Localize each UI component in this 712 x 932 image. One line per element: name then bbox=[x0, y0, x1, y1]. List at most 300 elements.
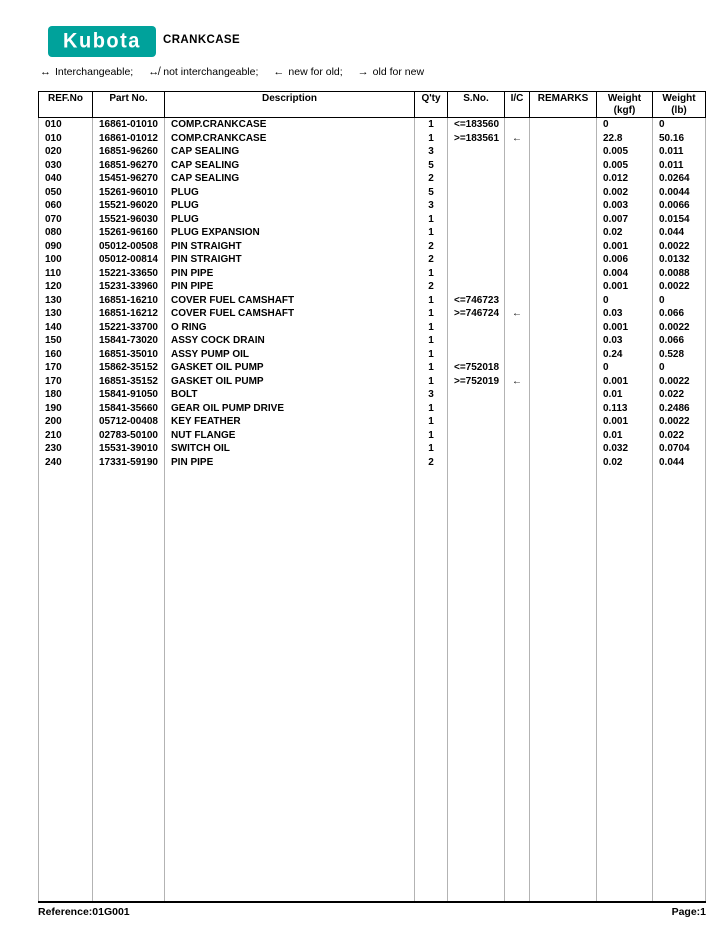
remarks-cell bbox=[530, 145, 597, 159]
part-no-cell: 05012-00508 bbox=[93, 240, 165, 254]
qty-cell: 2 bbox=[415, 253, 448, 267]
column-header-sno: S.No. bbox=[448, 92, 505, 117]
weight-lb-cell: 0.0154 bbox=[653, 213, 706, 227]
ref-no-cell: 110 bbox=[38, 267, 93, 281]
remarks-cell bbox=[530, 267, 597, 281]
sno-cell bbox=[448, 442, 505, 456]
qty-cell: 1 bbox=[415, 307, 448, 321]
ref-no-cell: 120 bbox=[38, 280, 93, 294]
ic-cell bbox=[505, 361, 530, 375]
ic-cell bbox=[505, 429, 530, 443]
remarks-cell bbox=[530, 280, 597, 294]
weight-kgf-cell: 0.02 bbox=[597, 226, 653, 240]
remarks-cell bbox=[530, 294, 597, 308]
weight-lb-cell: 0.0264 bbox=[653, 172, 706, 186]
ref-no-cell: 200 bbox=[38, 415, 93, 429]
weight-lb-cell: 0.044 bbox=[653, 226, 706, 240]
not-interchangeable-arrow-icon: ↮ bbox=[148, 66, 160, 78]
table-row bbox=[38, 132, 706, 146]
column-header-description: Description bbox=[165, 92, 415, 117]
table-row bbox=[38, 253, 706, 267]
remarks-cell bbox=[530, 132, 597, 146]
table-row bbox=[38, 348, 706, 362]
sno-cell: >=752019 bbox=[448, 375, 505, 389]
weight-kgf-cell: 0.02 bbox=[597, 456, 653, 470]
weight-kgf-cell: 0.113 bbox=[597, 402, 653, 416]
remarks-cell bbox=[530, 321, 597, 335]
remarks-cell bbox=[530, 159, 597, 173]
sno-cell: <=746723 bbox=[448, 294, 505, 308]
part-no-cell: 15862-35152 bbox=[93, 361, 165, 375]
weight-kgf-cell: 0.24 bbox=[597, 348, 653, 362]
column-header-ic: I/C bbox=[505, 92, 530, 117]
part-no-cell: 15531-39010 bbox=[93, 442, 165, 456]
qty-cell: 1 bbox=[415, 402, 448, 416]
qty-cell: 5 bbox=[415, 159, 448, 173]
part-no-cell: 15841-35660 bbox=[93, 402, 165, 416]
ref-no-cell: 080 bbox=[38, 226, 93, 240]
weight-kgf-cell: 0.001 bbox=[597, 280, 653, 294]
weight-kgf-cell: 22.8 bbox=[597, 132, 653, 146]
ic-cell bbox=[505, 213, 530, 227]
sno-cell bbox=[448, 172, 505, 186]
description-cell: GEAR OIL PUMP DRIVE bbox=[165, 402, 415, 416]
weight-kgf-cell: 0.001 bbox=[597, 415, 653, 429]
description-cell: SWITCH OIL bbox=[165, 442, 415, 456]
description-cell: PIN PIPE bbox=[165, 280, 415, 294]
sno-cell: >=183561 bbox=[448, 132, 505, 146]
qty-cell: 1 bbox=[415, 442, 448, 456]
legend-item-old-for-new bbox=[358, 66, 424, 78]
remarks-cell bbox=[530, 334, 597, 348]
remarks-cell bbox=[530, 456, 597, 470]
sno-cell: <=752018 bbox=[448, 361, 505, 375]
ic-cell bbox=[505, 253, 530, 267]
ic-cell bbox=[505, 388, 530, 402]
remarks-cell bbox=[530, 442, 597, 456]
sno-cell bbox=[448, 415, 505, 429]
ic-cell bbox=[505, 442, 530, 456]
page-footer bbox=[38, 906, 706, 918]
ref-no-cell: 010 bbox=[38, 132, 93, 146]
sno-cell bbox=[448, 388, 505, 402]
ref-no-cell: 140 bbox=[38, 321, 93, 335]
ref-no-cell: 100 bbox=[38, 253, 93, 267]
qty-cell: 2 bbox=[415, 456, 448, 470]
table-row bbox=[38, 456, 706, 470]
remarks-cell bbox=[530, 240, 597, 254]
table-row bbox=[38, 199, 706, 213]
sno-cell bbox=[448, 145, 505, 159]
column-header-weight-kgf: Weight (kgf) bbox=[597, 92, 653, 117]
legend-item-interchangeable bbox=[40, 66, 133, 78]
table-row bbox=[38, 226, 706, 240]
qty-cell: 2 bbox=[415, 240, 448, 254]
weight-kgf-cell: 0.001 bbox=[597, 375, 653, 389]
ic-cell bbox=[505, 402, 530, 416]
table-row bbox=[38, 388, 706, 402]
description-cell: PIN STRAIGHT bbox=[165, 253, 415, 267]
description-cell: PLUG bbox=[165, 213, 415, 227]
ref-no-cell: 180 bbox=[38, 388, 93, 402]
qty-cell: 3 bbox=[415, 199, 448, 213]
sno-cell: <=183560 bbox=[448, 118, 505, 132]
table-row bbox=[38, 334, 706, 348]
ic-cell bbox=[505, 294, 530, 308]
legend bbox=[40, 66, 424, 78]
weight-lb-cell: 0.0088 bbox=[653, 267, 706, 281]
footer-page-number: Page:1 bbox=[671, 906, 706, 918]
description-cell: COVER FUEL CAMSHAFT bbox=[165, 307, 415, 321]
part-no-cell: 16851-35010 bbox=[93, 348, 165, 362]
table-empty-area bbox=[38, 469, 706, 901]
ref-no-cell: 240 bbox=[38, 456, 93, 470]
sno-cell bbox=[448, 240, 505, 254]
table-row bbox=[38, 294, 706, 308]
remarks-cell bbox=[530, 307, 597, 321]
sno-cell bbox=[448, 280, 505, 294]
part-no-cell: 16851-35152 bbox=[93, 375, 165, 389]
ref-no-cell: 050 bbox=[38, 186, 93, 200]
ic-cell bbox=[505, 348, 530, 362]
qty-cell: 1 bbox=[415, 348, 448, 362]
weight-lb-cell: 0 bbox=[653, 118, 706, 132]
description-cell: ASSY PUMP OIL bbox=[165, 348, 415, 362]
description-cell: CAP SEALING bbox=[165, 145, 415, 159]
empty-column-sno bbox=[448, 469, 505, 901]
sno-cell bbox=[448, 456, 505, 470]
sno-cell bbox=[448, 213, 505, 227]
description-cell: PLUG bbox=[165, 186, 415, 200]
weight-kgf-cell: 0.005 bbox=[597, 159, 653, 173]
qty-cell: 1 bbox=[415, 118, 448, 132]
sno-cell bbox=[448, 186, 505, 200]
sno-cell bbox=[448, 253, 505, 267]
weight-kgf-cell: 0.01 bbox=[597, 429, 653, 443]
ic-cell bbox=[505, 456, 530, 470]
left-arrow-icon: ← bbox=[273, 66, 285, 78]
ic-cell: ← bbox=[505, 375, 530, 389]
remarks-cell bbox=[530, 172, 597, 186]
column-header-weight-lb: Weight (lb) bbox=[653, 92, 706, 117]
table-row bbox=[38, 375, 706, 389]
table-row bbox=[38, 321, 706, 335]
sno-cell bbox=[448, 267, 505, 281]
weight-lb-cell: 0.0022 bbox=[653, 280, 706, 294]
ref-no-cell: 020 bbox=[38, 145, 93, 159]
description-cell: O RING bbox=[165, 321, 415, 335]
legend-item-not-interchangeable bbox=[148, 66, 258, 78]
ic-cell bbox=[505, 118, 530, 132]
ic-cell bbox=[505, 226, 530, 240]
ic-cell bbox=[505, 199, 530, 213]
part-no-cell: 15261-96160 bbox=[93, 226, 165, 240]
qty-cell: 5 bbox=[415, 186, 448, 200]
column-header-ref-no: REF.No bbox=[38, 92, 93, 117]
table-row bbox=[38, 280, 706, 294]
remarks-cell bbox=[530, 429, 597, 443]
remarks-cell bbox=[530, 375, 597, 389]
ref-no-cell: 210 bbox=[38, 429, 93, 443]
description-cell: PLUG EXPANSION bbox=[165, 226, 415, 240]
description-cell: PLUG bbox=[165, 199, 415, 213]
description-cell: PIN PIPE bbox=[165, 267, 415, 281]
weight-kgf-cell: 0 bbox=[597, 294, 653, 308]
ic-cell bbox=[505, 415, 530, 429]
column-header-qty: Q'ty bbox=[415, 92, 448, 117]
legend-label: old for new bbox=[372, 66, 425, 78]
weight-lb-cell: 0.0022 bbox=[653, 240, 706, 254]
table-row bbox=[38, 172, 706, 186]
remarks-cell bbox=[530, 253, 597, 267]
ic-cell bbox=[505, 145, 530, 159]
part-no-cell: 15261-96010 bbox=[93, 186, 165, 200]
part-no-cell: 05012-00814 bbox=[93, 253, 165, 267]
remarks-cell bbox=[530, 186, 597, 200]
empty-column-weight-lb bbox=[653, 469, 706, 901]
weight-lb-cell: 0.066 bbox=[653, 334, 706, 348]
kubota-logo bbox=[48, 26, 156, 57]
ic-cell bbox=[505, 267, 530, 281]
description-cell: CAP SEALING bbox=[165, 172, 415, 186]
ref-no-cell: 090 bbox=[38, 240, 93, 254]
part-no-cell: 15451-96270 bbox=[93, 172, 165, 186]
ref-no-cell: 190 bbox=[38, 402, 93, 416]
weight-lb-cell: 0.2486 bbox=[653, 402, 706, 416]
weight-kgf-cell: 0.006 bbox=[597, 253, 653, 267]
sno-cell bbox=[448, 402, 505, 416]
description-cell: BOLT bbox=[165, 388, 415, 402]
table-row bbox=[38, 159, 706, 173]
part-no-cell: 15841-73020 bbox=[93, 334, 165, 348]
qty-cell: 1 bbox=[415, 361, 448, 375]
ic-cell bbox=[505, 240, 530, 254]
sno-cell bbox=[448, 199, 505, 213]
description-cell: ASSY COCK DRAIN bbox=[165, 334, 415, 348]
weight-lb-cell: 0.0022 bbox=[653, 375, 706, 389]
table-row bbox=[38, 307, 706, 321]
right-arrow-icon: → bbox=[357, 66, 369, 78]
empty-column-ref-no bbox=[38, 469, 93, 901]
column-header-remarks: REMARKS bbox=[530, 92, 597, 117]
weight-kgf-cell: 0.005 bbox=[597, 145, 653, 159]
part-no-cell: 16851-16212 bbox=[93, 307, 165, 321]
qty-cell: 2 bbox=[415, 172, 448, 186]
description-cell: COVER FUEL CAMSHAFT bbox=[165, 294, 415, 308]
weight-lb-cell: 0.0044 bbox=[653, 186, 706, 200]
remarks-cell bbox=[530, 348, 597, 362]
description-cell: CAP SEALING bbox=[165, 159, 415, 173]
weight-lb-cell: 0.066 bbox=[653, 307, 706, 321]
qty-cell: 1 bbox=[415, 226, 448, 240]
description-cell: GASKET OIL PUMP bbox=[165, 361, 415, 375]
weight-kgf-cell: 0.002 bbox=[597, 186, 653, 200]
sno-cell bbox=[448, 226, 505, 240]
weight-kgf-cell: 0.007 bbox=[597, 213, 653, 227]
part-no-cell: 15521-96020 bbox=[93, 199, 165, 213]
weight-lb-cell: 0.528 bbox=[653, 348, 706, 362]
ref-no-cell: 040 bbox=[38, 172, 93, 186]
column-header-part-no: Part No. bbox=[93, 92, 165, 117]
ic-cell bbox=[505, 280, 530, 294]
part-no-cell: 15521-96030 bbox=[93, 213, 165, 227]
description-cell: COMP.CRANKCASE bbox=[165, 132, 415, 146]
part-no-cell: 16851-96260 bbox=[93, 145, 165, 159]
ref-no-cell: 010 bbox=[38, 118, 93, 132]
remarks-cell bbox=[530, 361, 597, 375]
empty-column-description bbox=[165, 469, 415, 901]
weight-lb-cell: 0.0022 bbox=[653, 321, 706, 335]
ref-no-cell: 130 bbox=[38, 307, 93, 321]
legend-label: Interchangeable; bbox=[55, 66, 134, 78]
qty-cell: 1 bbox=[415, 132, 448, 146]
remarks-cell bbox=[530, 213, 597, 227]
ic-cell bbox=[505, 334, 530, 348]
ref-no-cell: 170 bbox=[38, 375, 93, 389]
weight-kgf-cell: 0.003 bbox=[597, 199, 653, 213]
part-no-cell: 17331-59190 bbox=[93, 456, 165, 470]
ref-no-cell: 130 bbox=[38, 294, 93, 308]
empty-column-qty bbox=[415, 469, 448, 901]
table-row bbox=[38, 267, 706, 281]
description-cell: COMP.CRANKCASE bbox=[165, 118, 415, 132]
weight-kgf-cell: 0.032 bbox=[597, 442, 653, 456]
qty-cell: 1 bbox=[415, 415, 448, 429]
weight-lb-cell: 0 bbox=[653, 361, 706, 375]
remarks-cell bbox=[530, 388, 597, 402]
part-no-cell: 16861-01012 bbox=[93, 132, 165, 146]
ic-cell bbox=[505, 321, 530, 335]
legend-label: not interchangeable; bbox=[163, 66, 259, 78]
part-no-cell: 15221-33650 bbox=[93, 267, 165, 281]
description-cell: KEY FEATHER bbox=[165, 415, 415, 429]
ic-cell bbox=[505, 172, 530, 186]
table-row bbox=[38, 145, 706, 159]
qty-cell: 1 bbox=[415, 429, 448, 443]
ref-no-cell: 230 bbox=[38, 442, 93, 456]
page-title: CRANKCASE bbox=[163, 34, 241, 46]
qty-cell: 1 bbox=[415, 334, 448, 348]
ref-no-cell: 030 bbox=[38, 159, 93, 173]
table-row bbox=[38, 361, 706, 375]
weight-lb-cell: 0.044 bbox=[653, 456, 706, 470]
remarks-cell bbox=[530, 226, 597, 240]
empty-column-part-no bbox=[93, 469, 165, 901]
ref-no-cell: 150 bbox=[38, 334, 93, 348]
qty-cell: 3 bbox=[415, 145, 448, 159]
table-row bbox=[38, 429, 706, 443]
ic-cell bbox=[505, 186, 530, 200]
sno-cell bbox=[448, 348, 505, 362]
ref-no-cell: 060 bbox=[38, 199, 93, 213]
weight-kgf-cell: 0.001 bbox=[597, 240, 653, 254]
ref-no-cell: 170 bbox=[38, 361, 93, 375]
kubota-logo-text: Kubota bbox=[63, 29, 141, 53]
table-row bbox=[38, 118, 706, 132]
part-no-cell: 15841-91050 bbox=[93, 388, 165, 402]
description-cell: GASKET OIL PUMP bbox=[165, 375, 415, 389]
sno-cell bbox=[448, 429, 505, 443]
weight-lb-cell: 0.011 bbox=[653, 159, 706, 173]
weight-kgf-cell: 0 bbox=[597, 361, 653, 375]
qty-cell: 1 bbox=[415, 321, 448, 335]
qty-cell: 3 bbox=[415, 388, 448, 402]
qty-cell: 2 bbox=[415, 280, 448, 294]
qty-cell: 1 bbox=[415, 294, 448, 308]
part-no-cell: 16851-16210 bbox=[93, 294, 165, 308]
table-row bbox=[38, 402, 706, 416]
empty-column-ic bbox=[505, 469, 530, 901]
description-cell: NUT FLANGE bbox=[165, 429, 415, 443]
sno-cell: >=746724 bbox=[448, 307, 505, 321]
description-cell: PIN PIPE bbox=[165, 456, 415, 470]
ic-cell: ← bbox=[505, 132, 530, 146]
interchangeable-arrow-icon: ↔ bbox=[40, 66, 51, 78]
qty-cell: 1 bbox=[415, 375, 448, 389]
ic-cell: ← bbox=[505, 307, 530, 321]
remarks-cell bbox=[530, 415, 597, 429]
weight-kgf-cell: 0.012 bbox=[597, 172, 653, 186]
ref-no-cell: 070 bbox=[38, 213, 93, 227]
weight-kgf-cell: 0.004 bbox=[597, 267, 653, 281]
part-no-cell: 16851-96270 bbox=[93, 159, 165, 173]
table-row bbox=[38, 186, 706, 200]
ref-no-cell: 160 bbox=[38, 348, 93, 362]
part-no-cell: 02783-50100 bbox=[93, 429, 165, 443]
part-no-cell: 15231-33960 bbox=[93, 280, 165, 294]
weight-kgf-cell: 0.03 bbox=[597, 334, 653, 348]
empty-column-weight-kgf bbox=[597, 469, 653, 901]
table-body bbox=[38, 118, 706, 469]
weight-kgf-cell: 0.01 bbox=[597, 388, 653, 402]
empty-column-remarks bbox=[530, 469, 597, 901]
parts-table bbox=[38, 91, 706, 903]
sno-cell bbox=[448, 159, 505, 173]
weight-lb-cell: 0.0132 bbox=[653, 253, 706, 267]
remarks-cell bbox=[530, 402, 597, 416]
sno-cell bbox=[448, 321, 505, 335]
remarks-cell bbox=[530, 118, 597, 132]
part-no-cell: 05712-00408 bbox=[93, 415, 165, 429]
weight-kgf-cell: 0.001 bbox=[597, 321, 653, 335]
table-row bbox=[38, 213, 706, 227]
weight-lb-cell: 50.16 bbox=[653, 132, 706, 146]
table-header-row bbox=[38, 91, 706, 118]
legend-label: new for old; bbox=[288, 66, 343, 78]
legend-item-new-for-old bbox=[273, 66, 342, 78]
weight-lb-cell: 0 bbox=[653, 294, 706, 308]
description-cell: PIN STRAIGHT bbox=[165, 240, 415, 254]
qty-cell: 1 bbox=[415, 267, 448, 281]
footer-reference: Reference:01G001 bbox=[38, 906, 130, 918]
table-row bbox=[38, 415, 706, 429]
remarks-cell bbox=[530, 199, 597, 213]
weight-lb-cell: 0.022 bbox=[653, 429, 706, 443]
table-row bbox=[38, 240, 706, 254]
weight-lb-cell: 0.0066 bbox=[653, 199, 706, 213]
part-no-cell: 16861-01010 bbox=[93, 118, 165, 132]
weight-lb-cell: 0.0704 bbox=[653, 442, 706, 456]
weight-kgf-cell: 0.03 bbox=[597, 307, 653, 321]
part-no-cell: 15221-33700 bbox=[93, 321, 165, 335]
weight-lb-cell: 0.0022 bbox=[653, 415, 706, 429]
weight-lb-cell: 0.011 bbox=[653, 145, 706, 159]
qty-cell: 1 bbox=[415, 213, 448, 227]
table-row bbox=[38, 442, 706, 456]
sno-cell bbox=[448, 334, 505, 348]
ic-cell bbox=[505, 159, 530, 173]
weight-lb-cell: 0.022 bbox=[653, 388, 706, 402]
